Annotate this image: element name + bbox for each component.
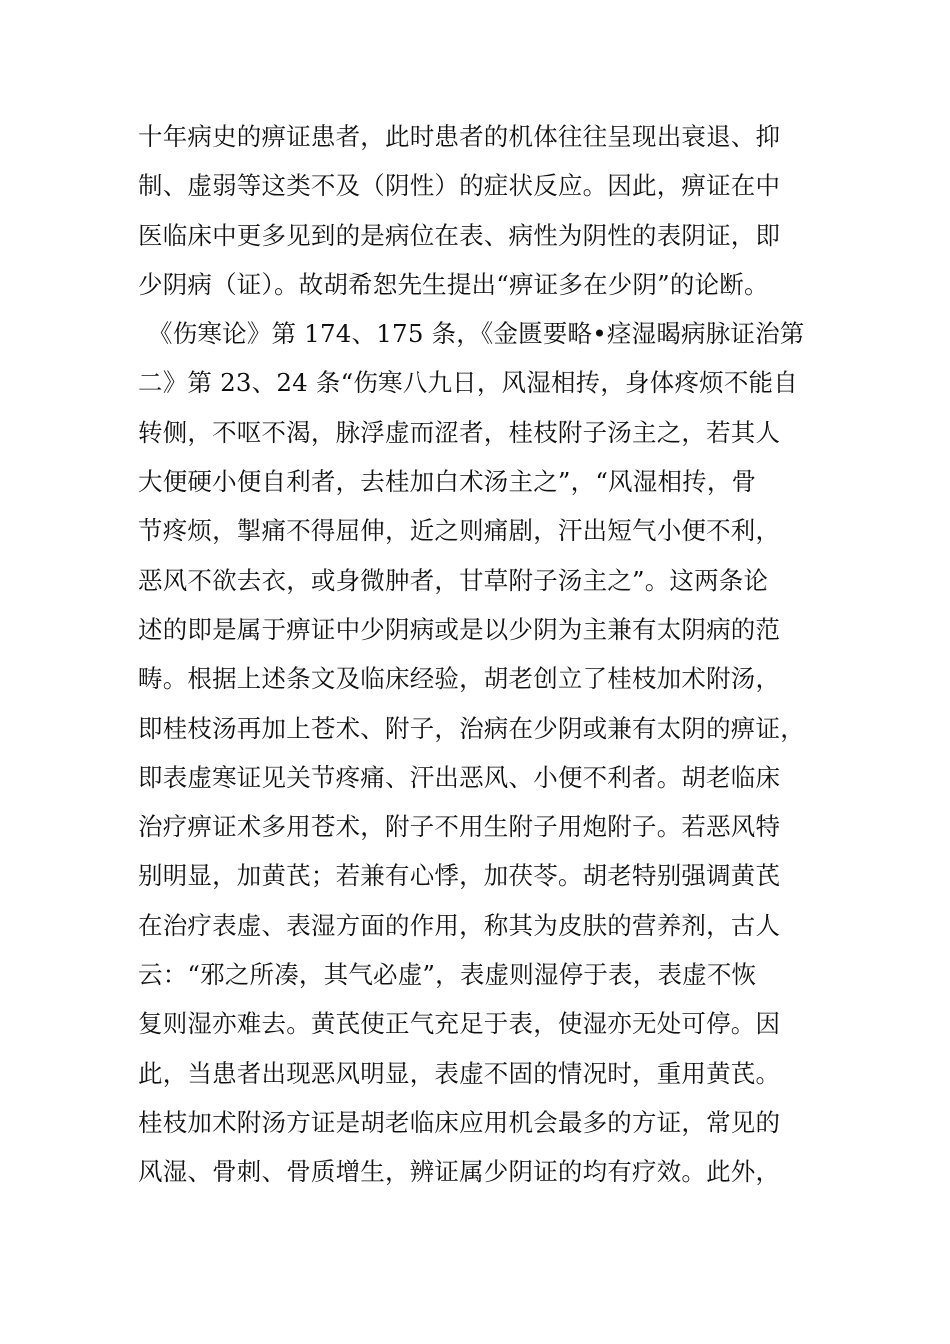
text-line: 恶风不欲去衣，或身微肿者，甘草附子汤主之”。这两条论 [138, 565, 769, 595]
text-line: 在治疗表虚、表湿方面的作用，称其为皮肤的营养剂，古人 [138, 910, 781, 940]
text-line: 即桂枝汤再加上苍术、附子，治病在少阴或兼有太阴的痹证， [138, 713, 805, 743]
text-line: 云：“邪之所凑，其气必虚”，表虚则湿停于表，表虚不恢 [138, 960, 757, 990]
text-line: 此，当患者出现恶风明显，表虚不固的情况时，重用黄芪。 [138, 1058, 781, 1088]
text-line: 复则湿亦难去。黄芪使正气充足于表，使湿亦无处可停。因 [138, 1009, 781, 1039]
text-line: 述的即是属于痹证中少阴病或是以少阴为主兼有太阴病的范 [138, 614, 781, 644]
body-text [138, 112, 828, 1197]
text-line: 别明显，加黄芪；若兼有心悸，加茯苓。胡老特别强调黄芪 [138, 861, 781, 891]
text-line: 制、虚弱等这类不及（阴性）的症状反应。因此，痹证在中 [138, 171, 781, 201]
text-line: 畴。根据上述条文及临床经验，胡老创立了桂枝加术附汤， [138, 664, 781, 694]
text-line: 少阴病（证）。故胡希恕先生提出“痹证多在少阴”的论断。 [138, 269, 769, 299]
text-line: 风湿、骨刺、骨质增生，辨证属少阴证的均有疗效。此外， [138, 1157, 781, 1187]
text-line: 桂枝加术附汤方证是胡老临床应用机会最多的方证，常见的 [138, 1107, 781, 1137]
text-line: 《伤寒论》第 174、175 条，《金匮要略•痉湿暍病脉证治第 [148, 319, 805, 349]
text-line: 即表虚寒证见关节疼痛、汗出恶风、小便不利者。胡老临床 [138, 762, 781, 792]
text-line: 转侧，不呕不渴，脉浮虚而涩者，桂枝附子汤主之，若其人 [138, 417, 781, 447]
text-line: 节疼烦，掣痛不得屈伸，近之则痛剧，汗出短气小便不利， [138, 516, 781, 546]
text-line: 二》第 23、24 条“伤寒八九日，风湿相抟，身体疼烦不能自 [138, 368, 798, 398]
text-line: 十年病史的痹证患者，此时患者的机体往往呈现出衰退、抑 [138, 122, 781, 151]
text-line: 治疗痹证术多用苍术，附子不用生附子用炮附子。若恶风特 [138, 812, 781, 842]
text-line: 医临床中更多见到的是病位在表、病性为阴性的表阴证，即 [138, 220, 781, 250]
text-line: 大便硬小便自利者，去桂加白术汤主之”，“风湿相抟，骨 [138, 467, 757, 497]
